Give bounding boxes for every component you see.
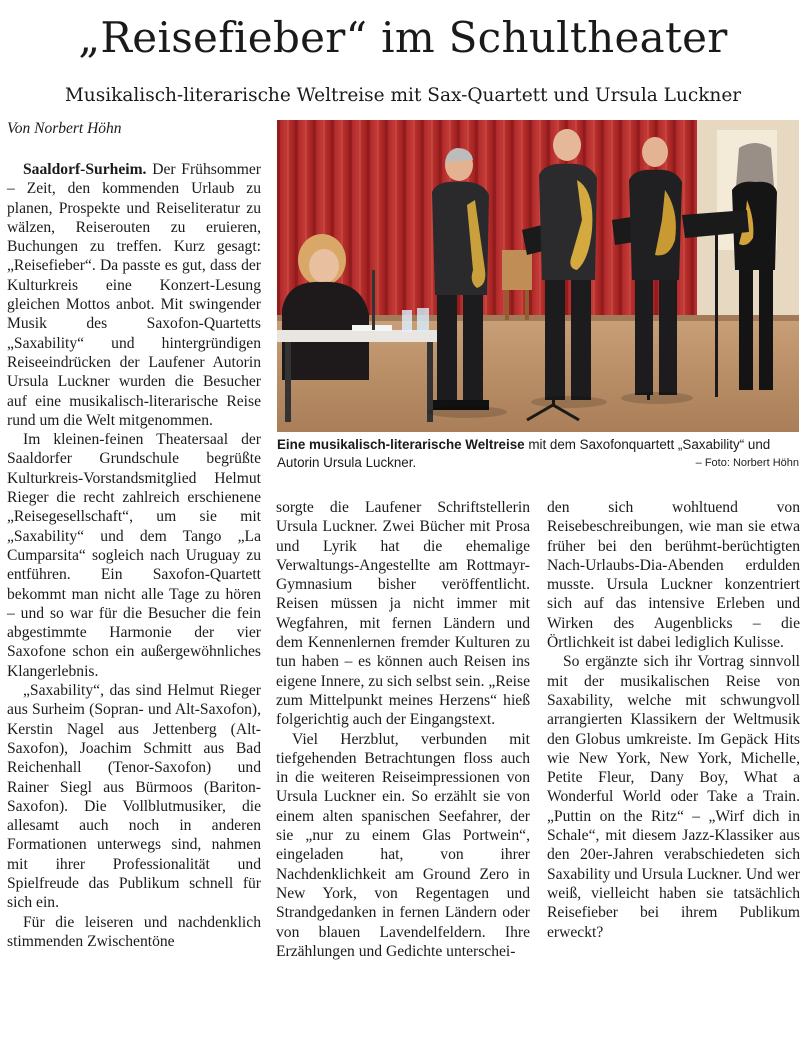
concert-photo [277, 120, 799, 432]
article-paragraph [7, 160, 261, 430]
subheadline: Musikalisch-literarische Weltreise mit Sax-Quartett und Ursula Luckner [64, 85, 742, 106]
headline: „Reisefieber“ im Schultheater [78, 13, 728, 62]
article-paragraph: Viel Herzblut, verbunden mit tiefgehenden Betrachtungen floss auch in die weiteren Reiseimpressionen von Ursula Luckner ein. So erzählt sie von einem alten spanischen Seefahrer, der sie „nur zu einem Glas Portwein“, eingeladen hat, von ihrer Nachdenklichkeit am Ground Zero in New York, von Regentagen und Strandgedanken in fernen Ländern oder von blauen Lavendelfeldern. Ihre Erzählungen und Gedichte unterschei- [276, 730, 530, 960]
article-paragraph: Für die leiseren und nachdenklich stimmenden Zwischentöne [7, 913, 261, 950]
article-column-3 [547, 498, 800, 942]
caption-text: mit dem Saxofonquartett „Saxability“ und Autorin Ursula Luckner. [277, 437, 771, 470]
article-column-1 [7, 160, 261, 951]
paragraph-text: Der Frühsommer – Zeit, den kommenden Urlaub zu planen, Prospekte und Reiseliteratur zu wälzen, Reiserouten zu eruieren, Buchungen zu treffen. Kurz gesagt: „Reisefieber“. Da passte es gut, dass der Kulturkreis eine Konzert-Lesung gleichen Mottos anbot. Mit swingender Musik des Saxofon-Quartetts „Saxability“ und hintergründigen Reiseeindrücken der Laufener Autorin Ursula Luckner wurden die Besucher auf eine musikalisch-literarische Reise rund um die Welt mitgenommen. [7, 161, 261, 429]
article-paragraph: Im kleinen-feinen Theatersaal der Saaldorfer Grundschule begrüßte Kulturkreis-Vorstandsmitglied Helmut Rieger die recht zahlreich erschienene „Reisegesellschaft“, um sie mit „Saxability“ und dem Tango „La Cumparsita“ sogleich nach Uruguay zu entführen. Ein Saxofon-Quartett bekommt man nicht alle Tage zu hören – und so war für die Besucher die fein abgestimmte Harmonie der vier Saxofone schon ein außergewöhnliches Klangerlebnis. [7, 431, 261, 680]
photo-credit: – Foto: Norbert Höhn [695, 457, 799, 469]
dateline: Saaldorf-Surheim. [23, 161, 147, 178]
caption-title: Eine musikalisch-literarische Weltreise [277, 437, 525, 452]
article-paragraph: „Saxability“, das sind Helmut Rieger aus Surheim (Sopran- und Alt-Saxofon), Kerstin Nagel aus Jettenberg (Alt-Saxofon), Joachim Schmitt aus Bad Reichenhall (Tenor-Saxofon) und Rainer Siegl aus Bürmoos (Bariton-Saxofon). Die Vollblutmusiker, die allesamt auch noch in anderen Formationen unterwegs sind, nahmen mit ihrer Professionalität und Spielfreude das Publikum schnell für sich ein. [7, 682, 261, 912]
article-paragraph: So ergänzte sich ihr Vortrag sinnvoll mit der musikalischen Reise von Saxability, welche mit schwungvoll arrangierten Klassikern der Weltmusik den Globus umkreiste. Im Gepäck Hits wie New York, New York, Michelle, Petite Fleur, Dany Boy, What a Wonderful World oder Take a Train. „Puttin on the Ritz“ – „Wirf dich in Schale“, mit diesem Jazz-Klassiker aus den 20er-Jahren verabschiedeten sich Saxability und Ursula Luckner. Und wer weiß, vielleicht haben sie tatsächlich Reisefieber bei ihrem Publikum erweckt? [547, 653, 800, 941]
article-paragraph: den sich wohltuend von Reisebeschreibungen, wie man sie etwa früher bei den berühmt-berüchtigten Nach-Urlaubs-Dia-Abenden erdulden musste. Ursula Luckner konzentriert sich auf das intensive Erleben und Wirken des Augenblicks – die Örtlichkeit ist dabei lediglich Kulisse. [547, 499, 800, 652]
byline: Von Norbert Höhn [7, 120, 122, 137]
photo-illustration [277, 120, 799, 432]
article-paragraph: sorgte die Laufener Schriftstellerin Ursula Luckner. Zwei Bücher mit Prosa und Lyrik hat die ehemalige Verwaltungs-Angestellte am Rottmayr-Gymnasium bisher veröffentlicht. Reisen müssen ja nicht immer mit Wegfahren, mit fernen Ländern und dem Kennenlernen fremder Kulturen zu tun haben – es können auch Reisen ins eigene Innere, zu sich selbst sein. „Reise zum Mittelpunkt meines Herzens“ hieß folgerichtig auch der Eingangstext. [276, 499, 530, 729]
article-column-2 [276, 498, 530, 961]
